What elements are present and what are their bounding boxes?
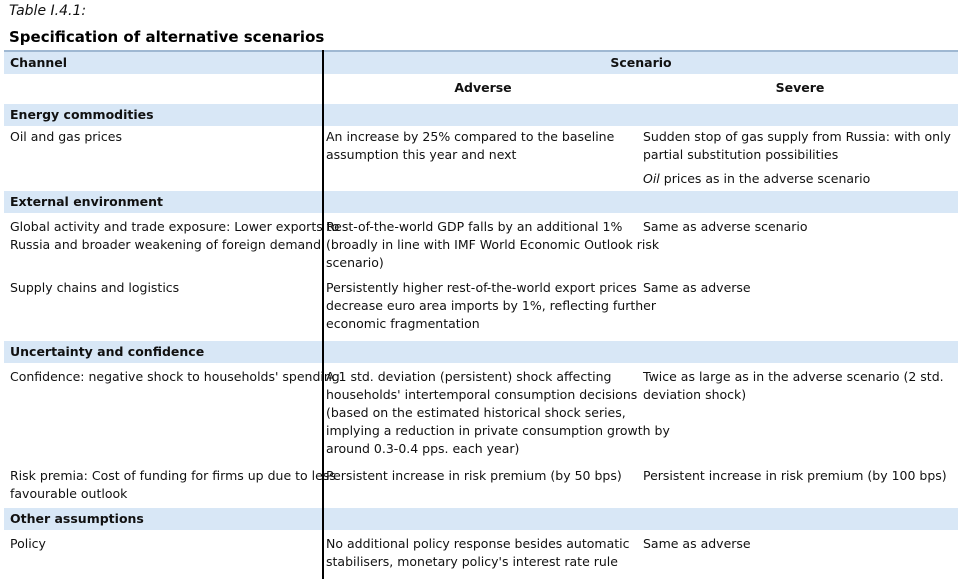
adverse-policy-line1: No additional policy response besides automatic [326, 536, 630, 551]
channel-risk-line2: favourable outlook [10, 486, 128, 501]
section-band-other [4, 508, 958, 530]
header-adverse: Adverse [454, 80, 512, 95]
channel-policy: Policy [10, 536, 46, 551]
adverse-supply-line3: economic fragmentation [326, 316, 480, 331]
header-channel: Channel [10, 55, 68, 70]
adverse-policy-line2: stabilisers, monetary policy's interest rate rule [326, 554, 618, 569]
adverse-confidence-line4: implying a reduction in private consumption growth by [326, 423, 670, 438]
adverse-global-line3: scenario) [326, 255, 384, 270]
header-severe: Severe [775, 80, 825, 95]
section-title-energy: Energy commodities [10, 107, 154, 122]
severe-confidence-line2: deviation shock) [643, 387, 747, 402]
severe-risk: Persistent increase in risk premium (by 100 bps) [643, 468, 947, 483]
severe-confidence-line1: Twice as large as in the adverse scenario (2 std. [643, 369, 944, 384]
adverse-supply-line1: Persistently higher rest-of-the-world export prices [326, 280, 637, 295]
adverse-oil-gas-line2: assumption this year and next [326, 147, 517, 162]
channel-global-line1: Global activity and trade exposure: Lower exports to [10, 219, 340, 234]
adverse-confidence-line5: around 0.3-0.4 pps. each year) [326, 441, 520, 456]
channel-confidence: Confidence: negative shock to households' spending [10, 369, 340, 384]
severe-policy: Same as adverse [643, 536, 751, 551]
adverse-global-line1: Rest-of-the-world GDP falls by an additional 1% [326, 219, 623, 234]
severe-supply: Same as adverse [643, 280, 751, 295]
channel-global-line2: Russia and broader weakening of foreign demand [10, 237, 322, 252]
channel-supply: Supply chains and logistics [10, 280, 180, 295]
adverse-oil-gas-line1: An increase by 25% compared to the baseline [326, 129, 615, 144]
adverse-supply-line2: decrease euro area imports by 1%, reflecting further [326, 298, 656, 313]
severe-global: Same as adverse scenario [643, 219, 808, 234]
adverse-confidence-line3: (based on the estimated historical shock series, [326, 405, 626, 420]
channel-risk-line1: Risk premia: Cost of funding for firms up due to less [10, 468, 336, 483]
column-divider [322, 50, 324, 579]
adverse-confidence-line1: A 1 std. deviation (persistent) shock affecting [326, 369, 612, 384]
adverse-confidence-line2: households' intertemporal consumption decisions [326, 387, 638, 402]
header-scenario: Scenario [610, 55, 672, 70]
section-title-uncertainty: Uncertainty and confidence [10, 344, 205, 359]
severe-oil-rest: prices as in the adverse scenario [659, 171, 871, 186]
table-caption: Table I.4.1: [9, 3, 87, 19]
channel-oil-gas: Oil and gas prices [10, 129, 122, 144]
section-title-other: Other assumptions [10, 511, 144, 526]
severe-oil-gas-line2: partial substitution possibilities [643, 147, 839, 162]
severe-oil-gas-note [643, 170, 870, 188]
severe-oil-word: Oil [643, 171, 660, 186]
table-title: Specification of alternative scenarios [9, 28, 325, 46]
section-title-external: External environment [10, 194, 164, 209]
adverse-global-line2: (broadly in line with IMF World Economic Outlook risk [326, 237, 660, 252]
adverse-risk: Persistent increase in risk premium (by 50 bps) [326, 468, 622, 483]
severe-oil-gas-line1: Sudden stop of gas supply from Russia: with only [643, 129, 951, 144]
